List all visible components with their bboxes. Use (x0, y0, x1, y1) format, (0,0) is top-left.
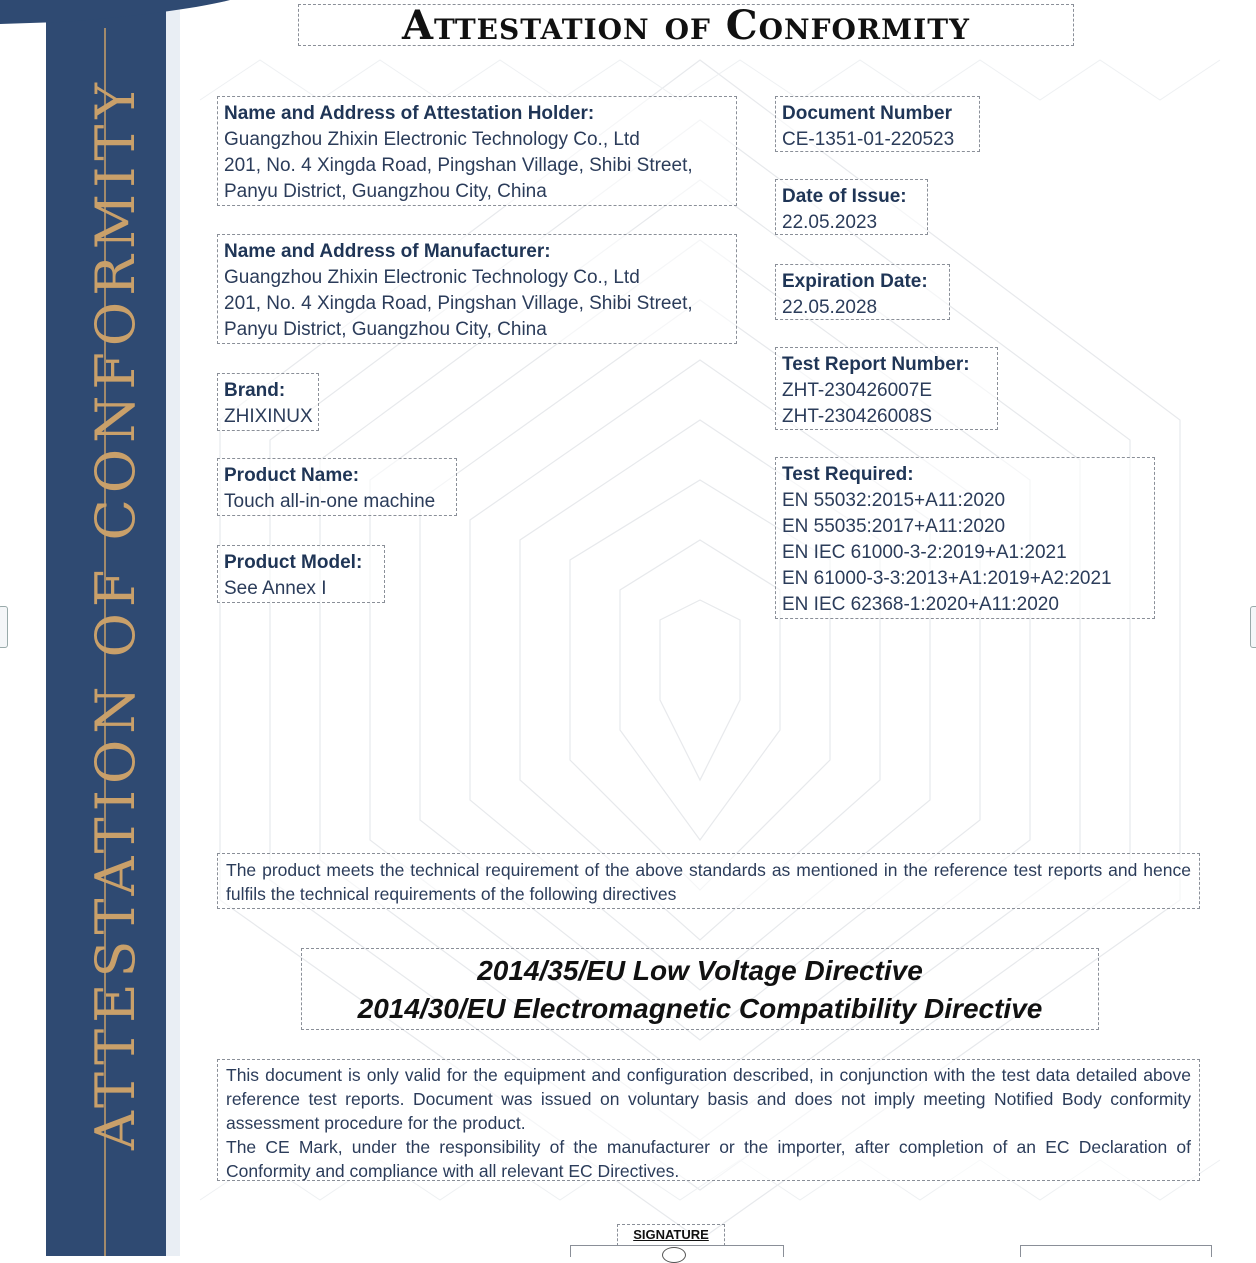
test-standard: EN 55032:2015+A11:2020 (782, 490, 1006, 511)
directive-line: 2014/35/EU Low Voltage Directive (477, 955, 923, 986)
banner-edge (166, 0, 180, 1256)
holder-line: Panyu District, Guangzhou City, China (224, 181, 547, 202)
product-model-value: See Annex I (224, 578, 327, 599)
disclaimer-box (217, 1059, 1200, 1181)
date-of-issue-box (775, 179, 928, 235)
expiration-date-value: 22.05.2028 (782, 297, 878, 318)
document-number-box (775, 96, 980, 152)
document-number-label: Document Number (782, 103, 952, 124)
manufacturer-label: Name and Address of Manufacturer: (224, 241, 551, 262)
holder-line: Guangzhou Zhixin Electronic Technology Co., Ltd (224, 129, 640, 150)
manufacturer-box (217, 234, 737, 344)
product-model-box (217, 545, 385, 603)
manufacturer-line: Guangzhou Zhixin Electronic Technology Co., Ltd (224, 267, 640, 288)
conformity-statement-box (217, 853, 1200, 909)
expiration-date-label: Expiration Date: (782, 271, 928, 292)
expiration-date-box (775, 264, 950, 320)
date-of-issue-value: 22.05.2023 (782, 212, 878, 233)
test-report-label: Test Report Number: (782, 354, 970, 375)
stamp-area (1020, 1245, 1212, 1257)
test-standard: EN 61000-3-3:2013+A1:2019+A2:2021 (782, 568, 1112, 589)
holder-line: 201, No. 4 Xingda Road, Pingshan Village, Shibi Street, (224, 155, 693, 176)
attestation-holder-box (217, 96, 737, 206)
product-model-label: Product Model: (224, 552, 363, 573)
disclaimer-paragraph: The CE Mark, under the responsibility of the manufacturer or the importer, after completion of an EC Declaration of Conformity and compliance with all relevant EC Directives. (226, 1137, 1191, 1181)
test-standard: EN IEC 61000-3-2:2019+A1:2021 (782, 542, 1067, 563)
product-name-value: Touch all-in-one machine (224, 491, 436, 512)
product-name-label: Product Name: (224, 465, 360, 486)
disclaimer-paragraph: This document is only valid for the equipment and configuration described, in conjunction with the test data detailed above reference test reports. Document was issued on voluntary basis and does not imply meeting Notified Body conformity assessment procedure for the product. (226, 1065, 1191, 1133)
brand-label: Brand: (224, 380, 286, 401)
product-name-box (217, 458, 457, 516)
manufacturer-line: Panyu District, Guangzhou City, China (224, 319, 547, 340)
page-title: Attestation of Conformity (298, 4, 1074, 46)
test-standard: EN IEC 62368-1:2020+A11:2020 (782, 594, 1059, 615)
test-standard: EN 55035:2017+A11:2020 (782, 516, 1006, 537)
right-edge-tab (1250, 606, 1256, 648)
brand-box (217, 373, 319, 431)
brand-value: ZHIXINUX (224, 406, 313, 427)
date-of-issue-label: Date of Issue: (782, 186, 907, 207)
test-report-value: ZHT-230426008S (782, 406, 932, 427)
directives-box (301, 948, 1099, 1030)
manufacturer-line: 201, No. 4 Xingda Road, Pingshan Village, Shibi Street, (224, 293, 693, 314)
test-report-value: ZHT-230426007E (782, 380, 932, 401)
top-ribbon (0, 0, 230, 30)
holder-label: Name and Address of Attestation Holder: (224, 103, 595, 124)
document-number-value: CE-1351-01-220523 (782, 129, 955, 150)
directive-line: 2014/30/EU Electromagnetic Compatibility Directive (357, 993, 1043, 1024)
tests-required-label: Test Required: (782, 464, 914, 485)
left-edge-tab (0, 606, 8, 648)
banner-text: ATTESTATION OF CONFORMITY (84, 76, 147, 1150)
test-report-box (775, 347, 998, 430)
tests-required-box (775, 457, 1155, 619)
signature-label: SIGNATURE (617, 1224, 725, 1246)
signature-mark (662, 1247, 686, 1263)
conformity-statement: The product meets the technical requirement of the above standards as mentioned in the reference test reports and hence fulfils the technical requirements of the following directives (226, 860, 1191, 904)
